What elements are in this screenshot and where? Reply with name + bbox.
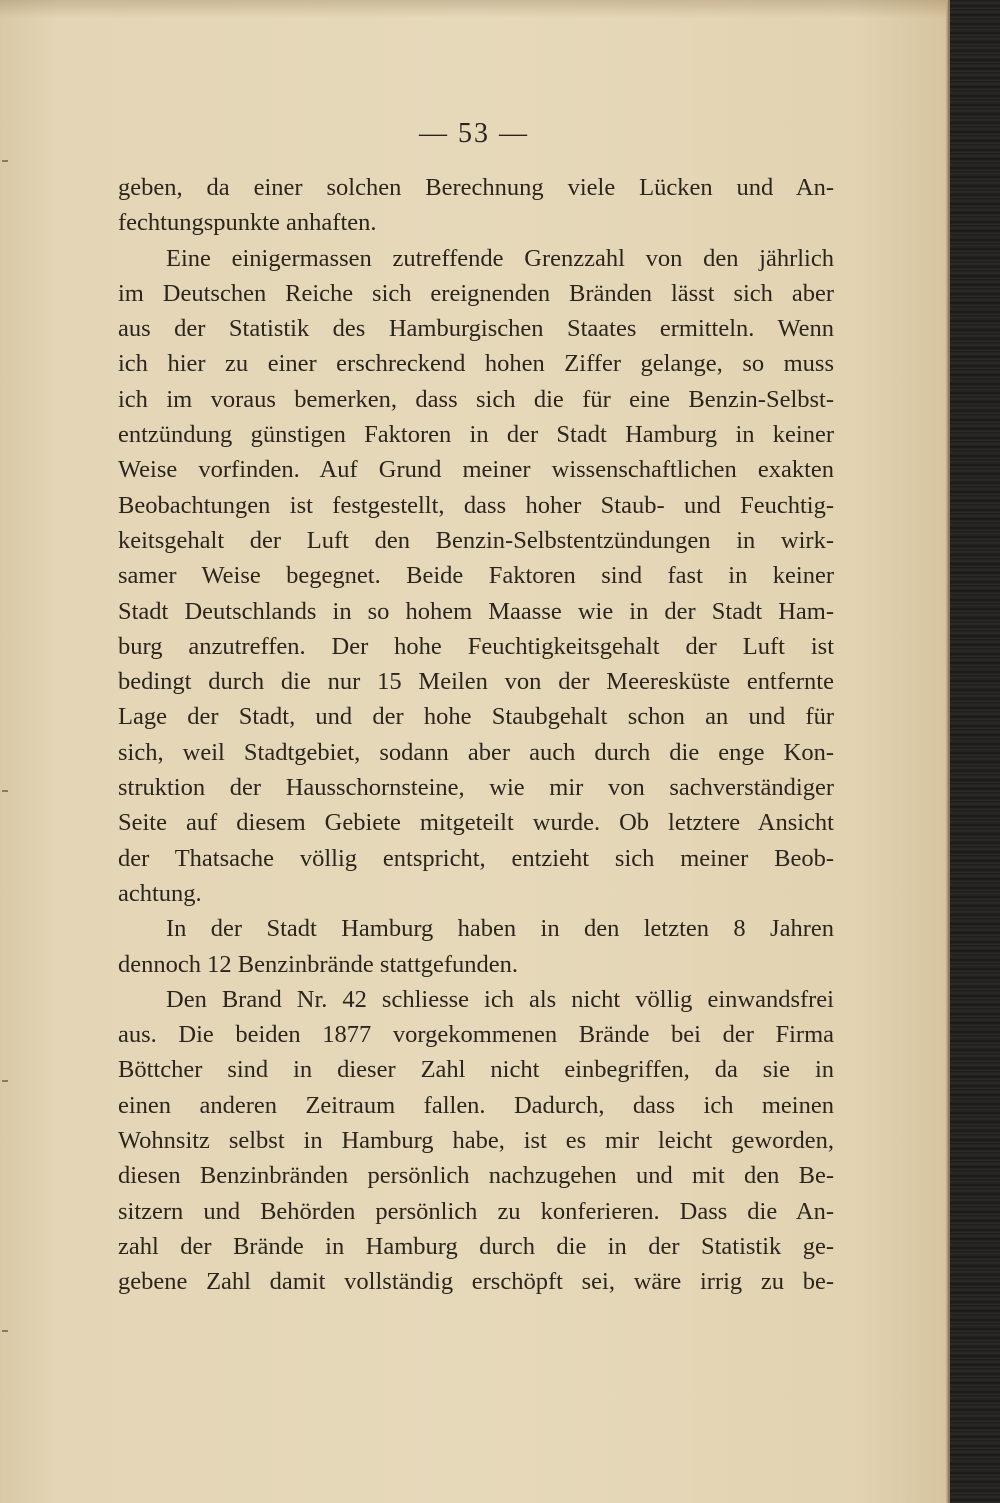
text-line: Stadt Deutschlands in so hohem Maasse wie in der Stadt Ham- bbox=[118, 597, 834, 625]
text-line: sich, weil Stadtgebiet, sodann aber auch durch die enge Kon- bbox=[118, 738, 834, 766]
text-line: fechtungspunkte anhaften. bbox=[118, 209, 377, 237]
text-line: Wohnsitz selbst in Hamburg habe, ist es mir leicht geworden, bbox=[118, 1127, 834, 1155]
text-line: ich im voraus bemerken, dass sich die für eine Benzin-Selbst- bbox=[118, 385, 834, 413]
text-line: entzündung günstigen Faktoren in der Stadt Hamburg in keiner bbox=[118, 421, 834, 449]
text-line: burg anzutreffen. Der hohe Feuchtigkeitsgehalt der Luft ist bbox=[118, 632, 834, 660]
text-line: keitsgehalt der Luft den Benzin-Selbstentzündungen in wirk- bbox=[118, 526, 834, 554]
text-line: gebene Zahl damit vollständig erschöpft sei, wäre irrig zu be- bbox=[118, 1268, 834, 1296]
margin-mark bbox=[2, 790, 8, 792]
text-line: Weise vorfinden. Auf Grund meiner wissenschaftlichen exakten bbox=[118, 456, 834, 484]
margin-mark bbox=[2, 160, 8, 162]
page-number: — 53 — bbox=[419, 118, 529, 149]
text-line: aus der Statistik des Hamburgischen Staates ermitteln. Wenn bbox=[118, 315, 834, 343]
text-line: Lage der Stadt, und der hohe Staubgehalt schon an und für bbox=[118, 703, 834, 731]
page-top-shadow bbox=[0, 0, 948, 18]
text-line: sitzern und Behörden persönlich zu konferieren. Dass die An- bbox=[118, 1197, 834, 1225]
text-line: der Thatsache völlig entspricht, entzieht sich meiner Beob- bbox=[118, 844, 834, 872]
text-line: ich hier zu einer erschreckend hohen Ziffer gelange, so muss bbox=[118, 350, 834, 378]
text-line: Eine einigermassen zutreffende Grenzzahl von den jährlich bbox=[166, 244, 834, 272]
text-line: dennoch 12 Benzinbrände stattgefunden. bbox=[118, 950, 519, 978]
text-line: bedingt durch die nur 15 Meilen von der Meeresküste entfernte bbox=[118, 668, 834, 696]
text-line: achtung. bbox=[118, 879, 202, 907]
text-line: Böttcher sind in dieser Zahl nicht einbegriffen, da sie in bbox=[118, 1056, 834, 1084]
text-line: diesen Benzinbränden persönlich nachzugehen und mit den Be- bbox=[118, 1162, 834, 1190]
text-line: struktion der Hausschornsteine, wie mir von sachverständiger bbox=[118, 774, 834, 802]
text-line: zahl der Brände in Hamburg durch die in der Statistik ge- bbox=[118, 1232, 834, 1260]
text-line: Seite auf diesem Gebiete mitgeteilt wurde. Ob letztere Ansicht bbox=[118, 809, 834, 837]
text-line: im Deutschen Reiche sich ereignenden Bränden lässt sich aber bbox=[118, 279, 834, 307]
text-line: In der Stadt Hamburg haben in den letzten 8 Jahren bbox=[166, 915, 834, 943]
text-line: aus. Die beiden 1877 vorgekommenen Brände bei der Firma bbox=[118, 1021, 834, 1049]
margin-mark bbox=[2, 1080, 8, 1082]
text-line: samer Weise begegnet. Beide Faktoren sind fast in keiner bbox=[118, 562, 834, 590]
book-binding bbox=[948, 0, 1000, 1503]
text-line: einen anderen Zeitraum fallen. Dadurch, dass ich meinen bbox=[118, 1091, 834, 1119]
text-line: geben, da einer solchen Berechnung viele Lücken und An- bbox=[118, 174, 834, 201]
text-line: Den Brand Nr. 42 schliesse ich als nicht völlig einwandsfrei bbox=[166, 985, 834, 1013]
margin-mark bbox=[2, 1330, 8, 1332]
body-text bbox=[118, 170, 834, 1300]
text-line: Beobachtungen ist festgestellt, dass hoher Staub- und Feuchtig- bbox=[118, 491, 834, 519]
